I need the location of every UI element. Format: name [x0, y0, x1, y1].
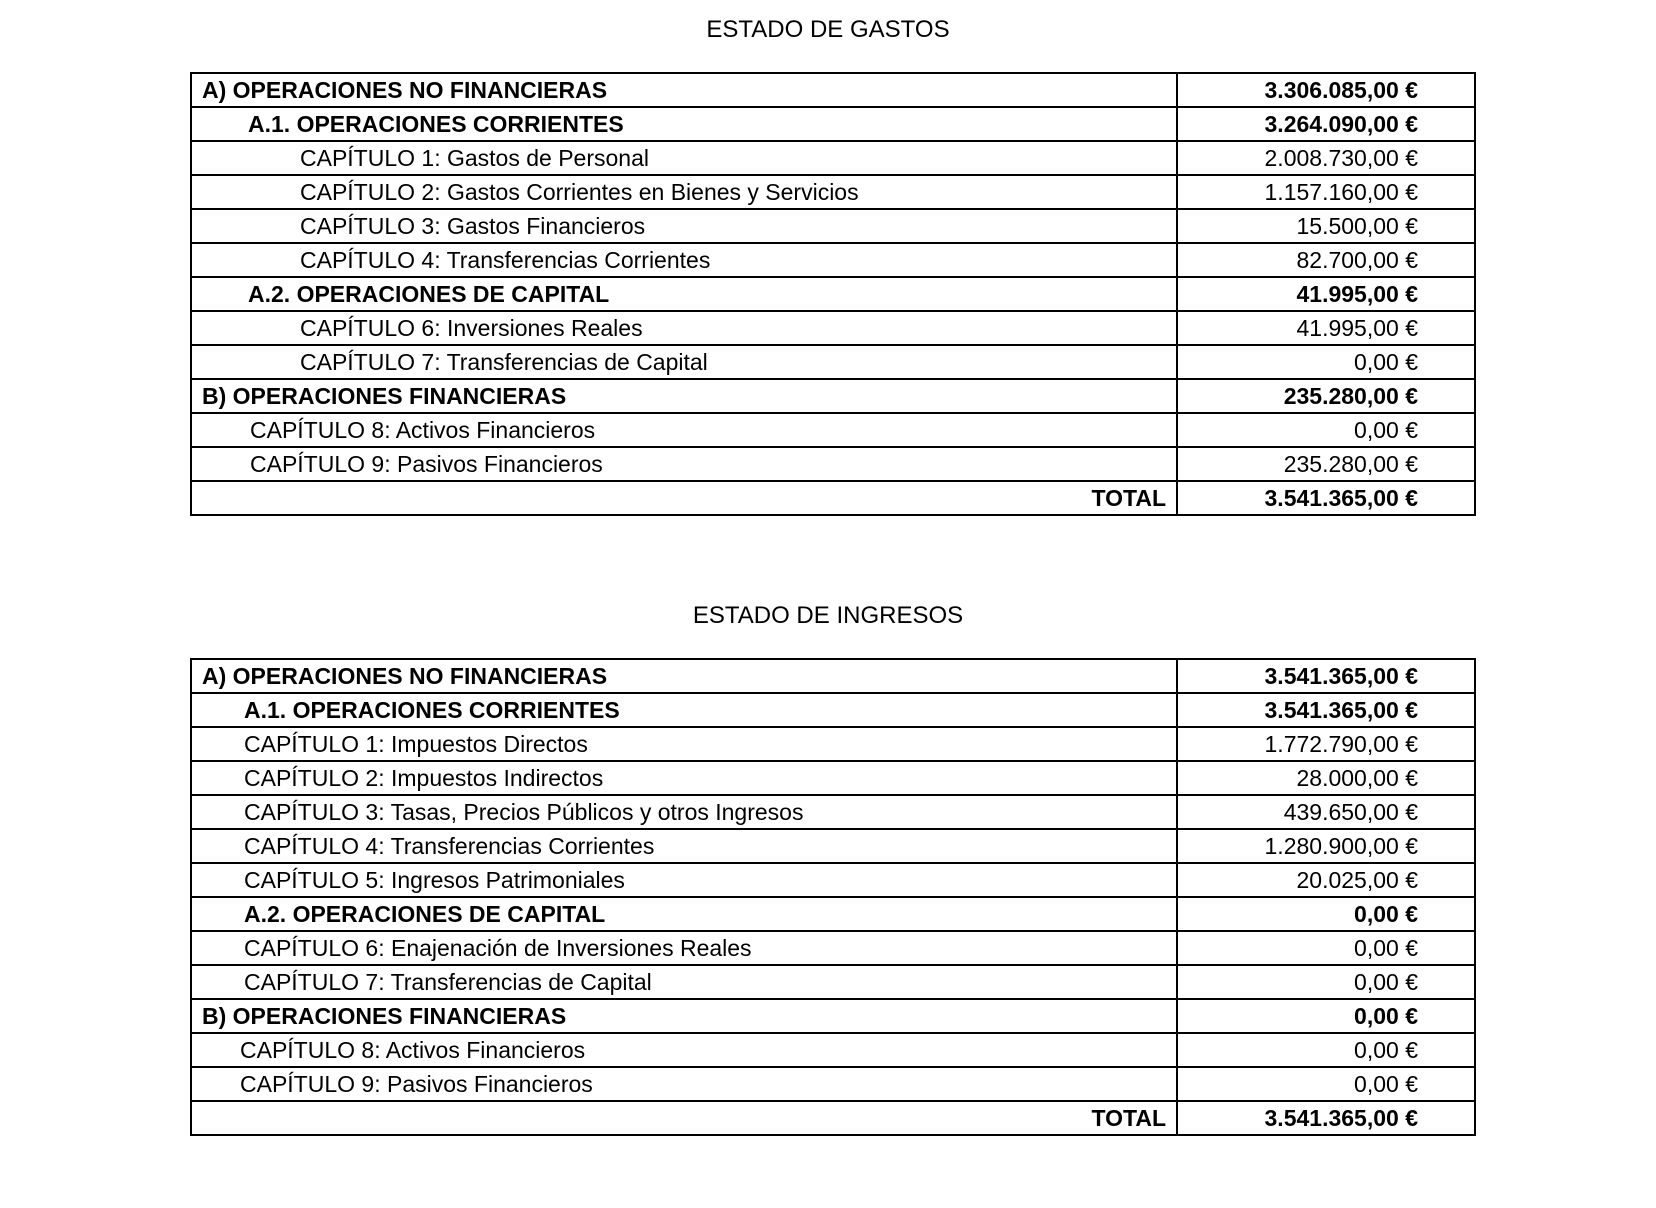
- row-label: CAPÍTULO 6: Inversiones Reales: [191, 311, 1177, 345]
- row-label: CAPÍTULO 1: Impuestos Directos: [191, 727, 1177, 761]
- row-label: A.1. OPERACIONES CORRIENTES: [191, 107, 1177, 141]
- row-label: CAPÍTULO 2: Impuestos Indirectos: [191, 761, 1177, 795]
- table-row: [191, 1033, 1475, 1067]
- row-label: B) OPERACIONES FINANCIERAS: [191, 999, 1177, 1033]
- row-value: 41.995,00 €: [1177, 277, 1475, 311]
- row-value: 3.541.365,00 €: [1177, 659, 1475, 693]
- table-row: [191, 727, 1475, 761]
- table-row: [191, 693, 1475, 727]
- total-label: TOTAL: [191, 1101, 1177, 1135]
- table-row: [191, 931, 1475, 965]
- table-row: [191, 209, 1475, 243]
- row-label: A.1. OPERACIONES CORRIENTES: [191, 693, 1177, 727]
- table-row: [191, 761, 1475, 795]
- row-value: 3.264.090,00 €: [1177, 107, 1475, 141]
- row-value: 0,00 €: [1177, 965, 1475, 999]
- ingresos-table: [190, 658, 1476, 1136]
- row-label: A) OPERACIONES NO FINANCIERAS: [191, 659, 1177, 693]
- total-value: 3.541.365,00 €: [1177, 1101, 1475, 1135]
- row-label: CAPÍTULO 3: Tasas, Precios Públicos y otros Ingresos: [191, 795, 1177, 829]
- table-row: [191, 345, 1475, 379]
- row-label: CAPÍTULO 7: Transferencias de Capital: [191, 965, 1177, 999]
- gastos-table: [190, 72, 1476, 516]
- table-row: [191, 1067, 1475, 1101]
- table-row: [191, 175, 1475, 209]
- row-value: 0,00 €: [1177, 897, 1475, 931]
- table-row: [191, 447, 1475, 481]
- table-row: [191, 141, 1475, 175]
- row-label: CAPÍTULO 4: Transferencias Corrientes: [191, 829, 1177, 863]
- row-label: CAPÍTULO 2: Gastos Corrientes en Bienes y Servicios: [191, 175, 1177, 209]
- table-row: [191, 277, 1475, 311]
- row-label: CAPÍTULO 5: Ingresos Patrimoniales: [191, 863, 1177, 897]
- gastos-title: ESTADO DE GASTOS: [706, 16, 950, 43]
- row-value: 0,00 €: [1177, 1033, 1475, 1067]
- row-label: CAPÍTULO 7: Transferencias de Capital: [191, 345, 1177, 379]
- row-label: CAPÍTULO 4: Transferencias Corrientes: [191, 243, 1177, 277]
- table-row: [191, 829, 1475, 863]
- row-label: B) OPERACIONES FINANCIERAS: [191, 379, 1177, 413]
- row-value: 235.280,00 €: [1177, 379, 1475, 413]
- row-label: CAPÍTULO 9: Pasivos Financieros: [191, 1067, 1177, 1101]
- row-label: A.2. OPERACIONES DE CAPITAL: [191, 897, 1177, 931]
- table-row: [191, 243, 1475, 277]
- table-row: [191, 73, 1475, 107]
- total-value: 3.541.365,00 €: [1177, 481, 1475, 515]
- row-value: 0,00 €: [1177, 999, 1475, 1033]
- table-row: [191, 311, 1475, 345]
- row-value: 2.008.730,00 €: [1177, 141, 1475, 175]
- row-label: CAPÍTULO 1: Gastos de Personal: [191, 141, 1177, 175]
- row-value: 1.157.160,00 €: [1177, 175, 1475, 209]
- row-value: 235.280,00 €: [1177, 447, 1475, 481]
- total-row: [191, 481, 1475, 515]
- row-value: 41.995,00 €: [1177, 311, 1475, 345]
- row-label: A.2. OPERACIONES DE CAPITAL: [191, 277, 1177, 311]
- row-value: 439.650,00 €: [1177, 795, 1475, 829]
- table-row: [191, 863, 1475, 897]
- row-value: 20.025,00 €: [1177, 863, 1475, 897]
- table-row: [191, 379, 1475, 413]
- row-value: 3.306.085,00 €: [1177, 73, 1475, 107]
- table-row: [191, 999, 1475, 1033]
- row-value: 0,00 €: [1177, 1067, 1475, 1101]
- row-value: 28.000,00 €: [1177, 761, 1475, 795]
- row-label: CAPÍTULO 3: Gastos Financieros: [191, 209, 1177, 243]
- row-label: CAPÍTULO 6: Enajenación de Inversiones Reales: [191, 931, 1177, 965]
- total-row: [191, 1101, 1475, 1135]
- row-value: 15.500,00 €: [1177, 209, 1475, 243]
- row-value: 3.541.365,00 €: [1177, 693, 1475, 727]
- row-value: 0,00 €: [1177, 931, 1475, 965]
- row-label: CAPÍTULO 9: Pasivos Financieros: [191, 447, 1177, 481]
- row-value: 1.772.790,00 €: [1177, 727, 1475, 761]
- table-row: [191, 107, 1475, 141]
- table-row: [191, 965, 1475, 999]
- row-value: 1.280.900,00 €: [1177, 829, 1475, 863]
- row-value: 0,00 €: [1177, 345, 1475, 379]
- total-label: TOTAL: [191, 481, 1177, 515]
- row-label: CAPÍTULO 8: Activos Financieros: [191, 1033, 1177, 1067]
- table-row: [191, 897, 1475, 931]
- row-label: A) OPERACIONES NO FINANCIERAS: [191, 73, 1177, 107]
- row-value: 0,00 €: [1177, 413, 1475, 447]
- table-row: [191, 659, 1475, 693]
- ingresos-title: ESTADO DE INGRESOS: [692, 602, 964, 629]
- row-label: CAPÍTULO 8: Activos Financieros: [191, 413, 1177, 447]
- table-row: [191, 413, 1475, 447]
- row-value: 82.700,00 €: [1177, 243, 1475, 277]
- table-row: [191, 795, 1475, 829]
